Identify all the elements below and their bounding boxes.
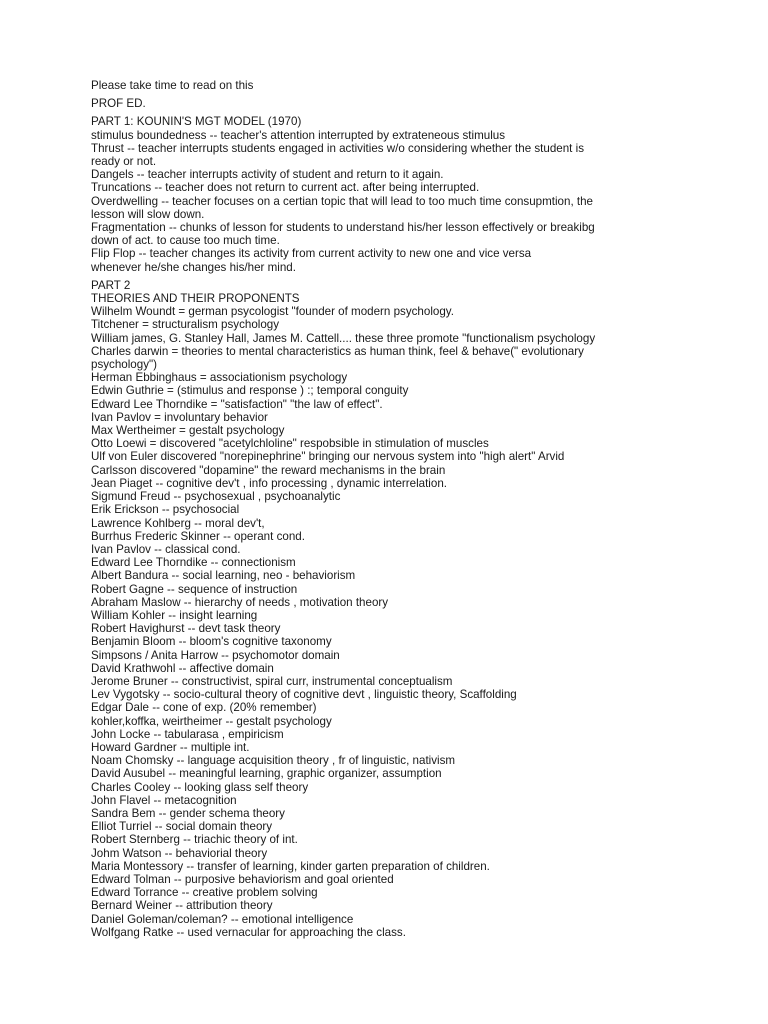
text-line: Robert Gagne -- sequence of instruction bbox=[91, 582, 298, 596]
text-line: John Locke -- tabularasa , empiricism bbox=[91, 727, 284, 741]
document-heading: PROF ED. bbox=[91, 97, 146, 111]
text-line: John Flavel -- metacognition bbox=[91, 793, 237, 807]
text-line: Burrhus Frederic Skinner -- operant cond. bbox=[91, 529, 305, 543]
text-line: Howard Gardner -- multiple int. bbox=[91, 740, 250, 754]
text-line: Lev Vygotsky -- socio-cultural theory of cognitive devt , linguistic theory, Scaffolding bbox=[91, 688, 517, 702]
text-line: whenever he/she changes his/her mind. bbox=[91, 260, 296, 274]
text-line: lesson will slow down. bbox=[91, 207, 205, 221]
part2-list bbox=[91, 305, 691, 939]
text-line: Ulf von Euler discovered "norepinephrine" bringing our nervous system into "high alert" Arvid bbox=[91, 450, 565, 464]
text-line: Jean Piaget -- cognitive dev't , info processing , dynamic interrelation. bbox=[91, 476, 448, 490]
text-line: Abraham Maslow -- hierarchy of needs , motivation theory bbox=[91, 595, 389, 609]
text-line: Sandra Bem -- gender schema theory bbox=[91, 806, 285, 820]
part1-title: PART 1: KOUNIN'S MGT MODEL (1970) bbox=[91, 115, 302, 129]
text-line: Charles darwin = theories to mental characteristics as human think, feel & behave(" evolutionary bbox=[91, 344, 584, 358]
text-line: Ivan Pavlov = involuntary behavior bbox=[91, 410, 268, 424]
part2-title: PART 2 bbox=[91, 278, 131, 292]
text-line: David Krathwohl -- affective domain bbox=[91, 661, 274, 675]
text-line: Edwin Guthrie = (stimulus and response ) :; temporal conguity bbox=[91, 384, 409, 398]
text-line: Otto Loewi = discovered "acetylchloline" respobsible in stimulation of muscles bbox=[91, 437, 489, 451]
part2-subtitle: THEORIES AND THEIR PROPONENTS bbox=[91, 292, 300, 306]
text-line: Thrust -- teacher interrupts students engaged in activities w/o considering whether the student is bbox=[91, 141, 584, 155]
text-line: ready or not. bbox=[91, 155, 157, 169]
text-line: Sigmund Freud -- psychosexual , psychoanalytic bbox=[91, 490, 341, 504]
text-line: Overdwelling -- teacher focuses on a certian topic that will lead to too much time consupmtion, the bbox=[91, 194, 594, 208]
text-line: Benjamin Bloom -- bloom's cognitive taxonomy bbox=[91, 635, 332, 649]
text-line: Lawrence Kohlberg -- moral dev't, bbox=[91, 516, 265, 530]
text-line: Albert Bandura -- social learning, neo - behaviorism bbox=[91, 569, 356, 583]
text-line: Edgar Dale -- cone of exp. (20% remember) bbox=[91, 701, 317, 715]
text-line: Robert Sternberg -- triachic theory of int. bbox=[91, 833, 298, 847]
text-line: Edward Torrance -- creative problem solving bbox=[91, 886, 318, 900]
text-line: Johm Watson -- behaviorial theory bbox=[91, 846, 268, 860]
text-line: Fragmentation -- chunks of lesson for students to understand his/her lesson effectively or breakibg bbox=[91, 221, 595, 235]
document-body bbox=[91, 79, 691, 939]
text-line: stimulus boundedness -- teacher's attention interrupted by extrateneous stimulus bbox=[91, 128, 506, 142]
intro-line: Please take time to read on this bbox=[91, 79, 254, 92]
text-line: Robert Havighurst -- devt task theory bbox=[91, 622, 281, 636]
text-line: Edward Lee Thorndike = "satisfaction" "the law of effect". bbox=[91, 397, 383, 411]
text-line: Jerome Bruner -- constructivist, spiral curr, instrumental conceptualism bbox=[91, 674, 453, 688]
text-line: psychology") bbox=[91, 358, 157, 372]
text-line: William james, G. Stanley Hall, James M. Cattell.... these three promote "functionalism psychology bbox=[91, 331, 596, 345]
text-line: Ivan Pavlov -- classical cond. bbox=[91, 542, 241, 556]
text-line: Truncations -- teacher does not return to current act. after being interrupted. bbox=[91, 181, 480, 195]
text-line: Charles Cooley -- looking glass self theory bbox=[91, 780, 309, 794]
text-line: Carlsson discovered "dopamine" the reward mechanisms in the brain bbox=[91, 463, 446, 477]
part1-list bbox=[91, 129, 691, 274]
text-line: Noam Chomsky -- language acquisition theory , fr of linguistic, nativism bbox=[91, 754, 456, 768]
text-line: Max Wertheimer = gestalt psychology bbox=[91, 424, 285, 438]
text-line: William Kohler -- insight learning bbox=[91, 608, 258, 622]
text-line: Titchener = structuralism psychology bbox=[91, 318, 280, 332]
text-line: Edward Tolman -- purposive behaviorism and goal oriented bbox=[91, 872, 394, 886]
text-line: Erik Erickson -- psychosocial bbox=[91, 503, 240, 517]
text-line: Flip Flop -- teacher changes its activity from current activity to new one and vice versa bbox=[91, 247, 532, 261]
text-line: Edward Lee Thorndike -- connectionism bbox=[91, 556, 296, 570]
text-line: Herman Ebbinghaus = associationism psychology bbox=[91, 371, 348, 385]
text-line: Daniel Goleman/coleman? -- emotional intelligence bbox=[91, 912, 354, 926]
text-line: David Ausubel -- meaningful learning, graphic organizer, assumption bbox=[91, 767, 442, 781]
text-line: Elliot Turriel -- social domain theory bbox=[91, 820, 273, 834]
text-line: Dangels -- teacher interrupts activity of student and return to it again. bbox=[91, 168, 444, 182]
text-line: Maria Montessory -- transfer of learning, kinder garten preparation of children. bbox=[91, 859, 490, 873]
text-line: kohler,koffka, weirtheimer -- gestalt psychology bbox=[91, 714, 332, 728]
text-line: Wilhelm Woundt = german psycologist "founder of modern psychology. bbox=[91, 305, 454, 319]
text-line: Bernard Weiner -- attribution theory bbox=[91, 899, 273, 913]
text-line: Simpsons / Anita Harrow -- psychomotor domain bbox=[91, 648, 340, 662]
text-line: Wolfgang Ratke -- used vernacular for approaching the class. bbox=[91, 925, 406, 939]
text-line: down of act. to cause too much time. bbox=[91, 234, 280, 248]
